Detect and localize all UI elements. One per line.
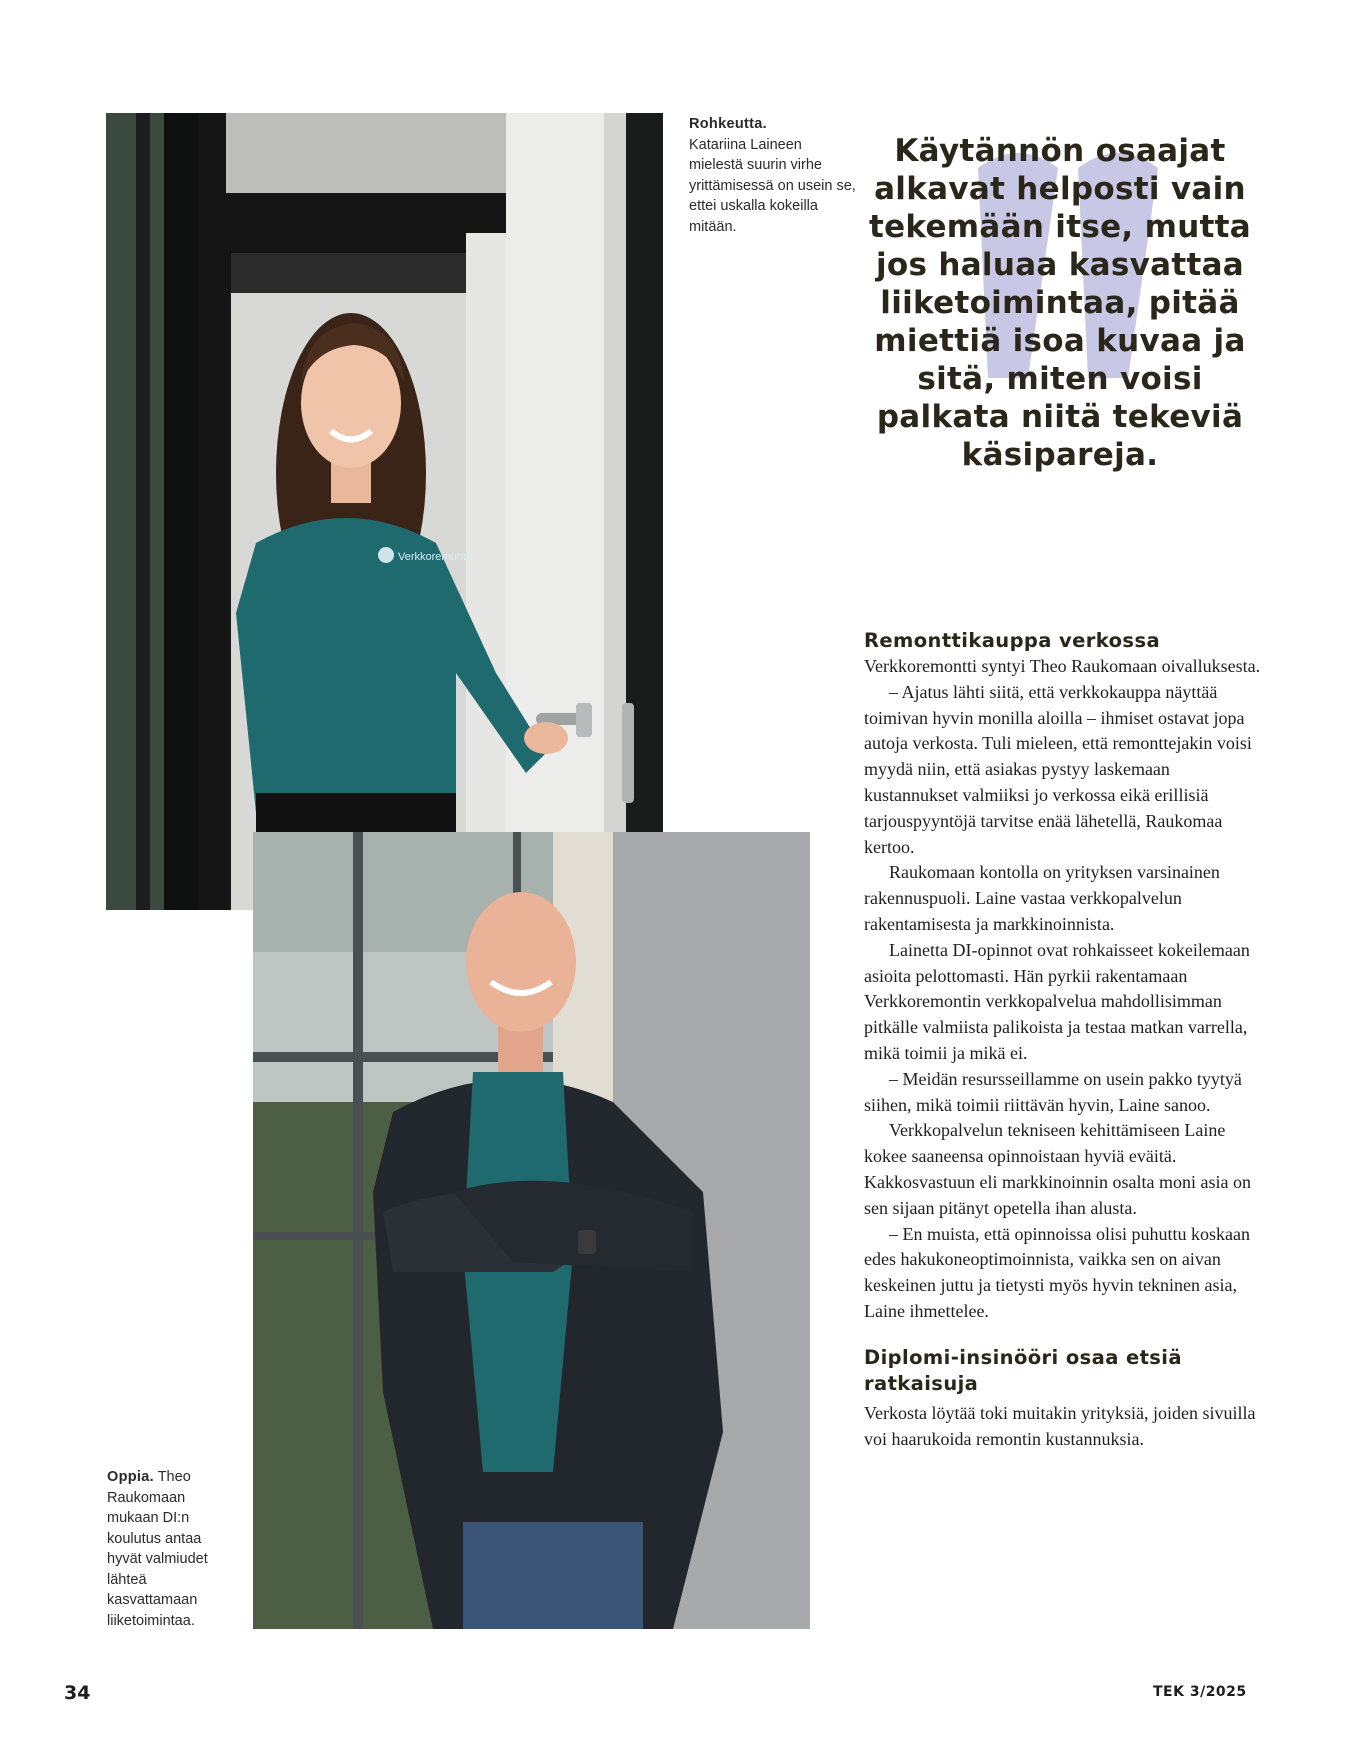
- article-paragraph: – Ajatus lähti siitä, että verkkokauppa näyttää toimivan hyvin monilla aloilla – ihmiset ostavat jopa autoja verkosta. Tuli mieleen, että remonttejakin voisi myydä niin, että asiakas pystyy laskemaan kustannukset valmiiksi jo verkossa eikä erillisiä tarjouspyyntöjä tarvitse enää lähetellä, Raukomaa kertoo.: [864, 681, 1252, 857]
- caption-text: Katariina Laineen mielestä suurin virhe yrittämisessä on usein se, ettei uskalla kokeilla mitään.: [689, 136, 856, 235]
- article-paragraph: Raukomaan kontolla on yrityksen varsinainen rakennuspuoli. Laine vastaa verkkopalvelun rakentamisesta ja markkinoinnista.: [864, 862, 1220, 934]
- photo-woman-illustration: [106, 113, 663, 910]
- photo-man-window: [253, 832, 810, 1629]
- article-paragraph: Verkkopalvelun tekniseen kehittämiseen Laine kokee saaneensa opinnoistaan hyviä eväitä. Kakkosvastuun eli markkinoinnin osalta moni asia on sen sijaan pitänyt opetella ihan alusta.: [864, 1120, 1251, 1218]
- sweater-logo-text: Verkkoremontti: [398, 551, 472, 563]
- caption-lead: Oppia.: [107, 1469, 154, 1485]
- section-heading-2: Diplomi-insinööri osaa etsiä ratkaisuja: [864, 1345, 1182, 1395]
- article-paragraph: Lainetta DI-opinnot ovat rohkaisseet kokeilemaan asioita pelottomasti. Hän pyrkii rakentamaan Verkkoremontin verkkopalvelua mahdollisimman pitkälle valmiista palikoista ja testaa matkan varrella, mikä toimii ja mikä ei.: [864, 939, 1250, 1063]
- caption-text: Theo Raukomaan mukaan DI:n koulutus antaa hyvät valmiudet lähteä kasvattamaan liiketoimintaa.: [107, 1469, 208, 1629]
- pull-quote: Käytännön osaajat alkavat helposti vain tekemään itse, mutta jos haluaa kasvattaa liiketoimintaa, pitää miettiä isoa kuvaa ja sitä, miten voisi palkata niitä tekeviä käsipareja.: [868, 133, 1252, 473]
- caption-lead: Rohkeutta.: [689, 116, 767, 132]
- photo-caption-bottom: [107, 1467, 232, 1631]
- article-paragraph: – Meidän resursseillamme on usein pakko tyytyä siihen, mikä toimii riittävän hyvin, Laine sanoo.: [864, 1068, 1242, 1115]
- page-number: 34: [64, 1682, 91, 1704]
- article-paragraph: – En muista, että opinnoissa olisi puhuttu koskaan edes hakukoneoptimoinnista, vaikka sen on aivan keskeinen juttu ja tietysti myös hyvin tekninen asia, Laine ihmettelee.: [864, 1223, 1250, 1321]
- article-paragraph: Verkkoremontti syntyi Theo Raukomaan oivalluksesta.: [864, 656, 1261, 676]
- article-body: [864, 628, 1264, 1452]
- issue-label: TEK 3/2025: [1153, 1684, 1247, 1700]
- photo-woman-doorway: [106, 113, 663, 910]
- photo-man-illustration: [253, 832, 810, 1629]
- section-heading-1: Remonttikauppa verkossa: [864, 629, 1161, 652]
- article-paragraph: Verkosta löytää toki muitakin yrityksiä, joiden sivuilla voi haarukoida remontin kustannuksia.: [864, 1402, 1256, 1449]
- photo-caption-top: [689, 114, 859, 237]
